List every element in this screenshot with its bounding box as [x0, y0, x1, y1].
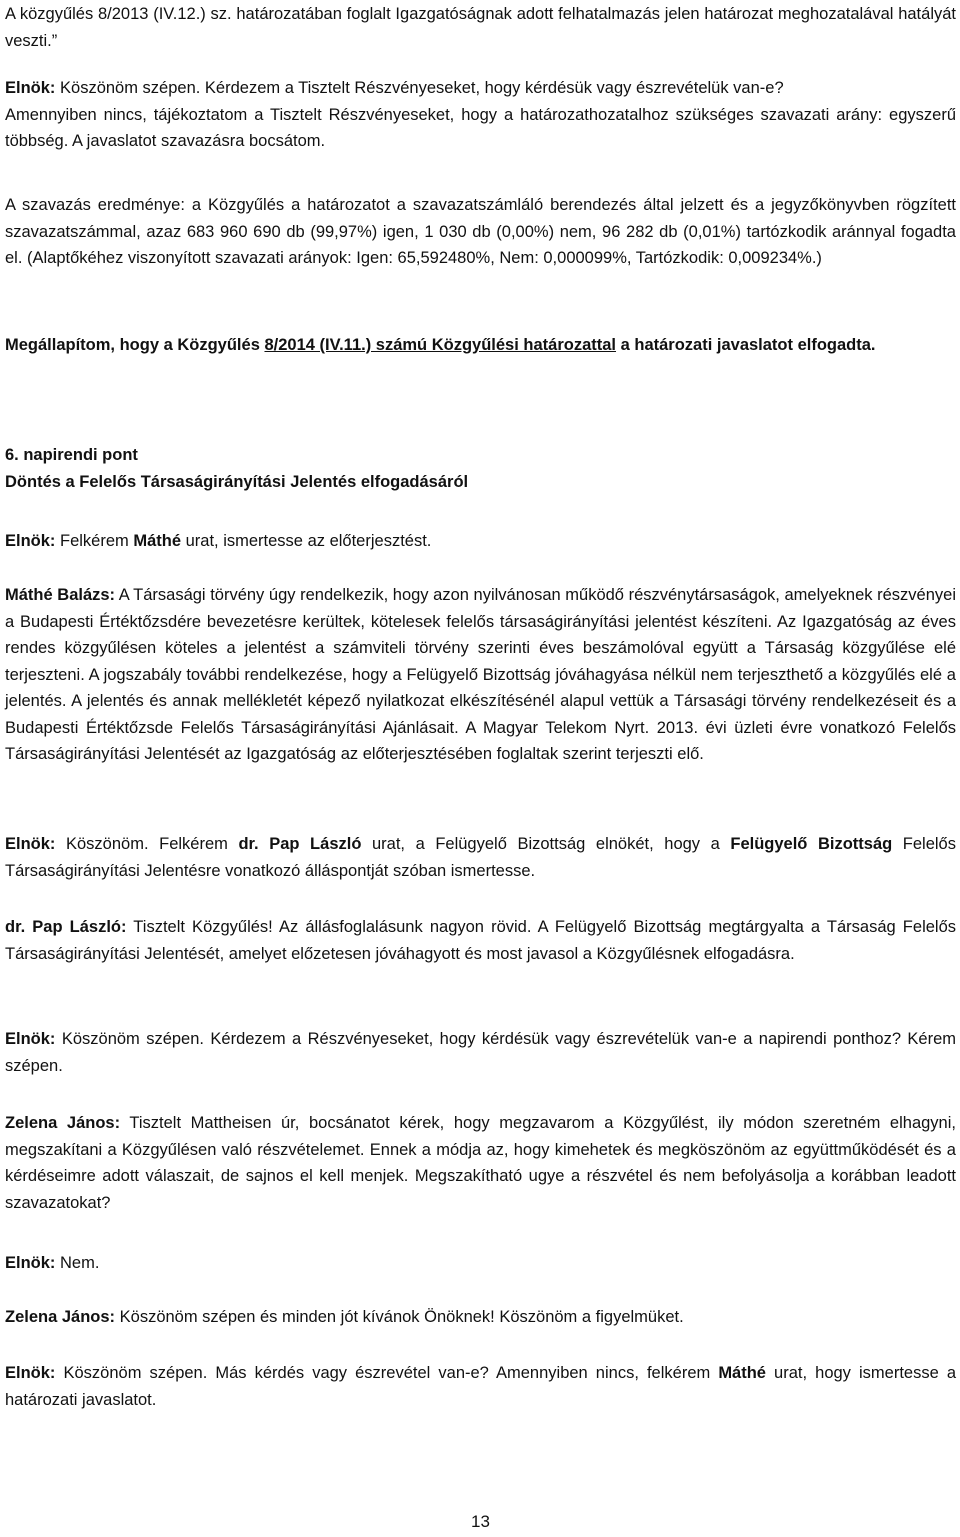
- chair-text-middle: urat, a Felügyelő Bizottság elnökét, hogy a: [361, 835, 731, 853]
- chair-closing-paragraph: [5, 1360, 956, 1413]
- chair-text: Köszönöm. Felkérem: [55, 835, 239, 853]
- chair-text-end: Felelős Társaságirányítási Jelentésre vonatkozó álláspontját szóban ismertesse.: [5, 835, 956, 880]
- speaker-label: Elnök:: [5, 1030, 56, 1048]
- speaker-label: Elnök:: [5, 835, 56, 853]
- chair-question-text: Köszönöm szépen. Kérdezem a Részvényeseket, hogy kérdésük vagy észrevételük van-e a napirendi ponthoz? Kérem szépen.: [5, 1030, 956, 1075]
- person-name: dr. Pap László: [238, 835, 362, 853]
- speaker-label: Zelena János:: [5, 1308, 116, 1326]
- resolution-closing-paragraph: [5, 1, 956, 54]
- document-page: [5, 0, 956, 1537]
- speaker-label: dr. Pap László:: [5, 918, 127, 936]
- speaker-label: Elnök:: [5, 1254, 56, 1272]
- resolution-statement: [5, 332, 956, 359]
- chair-question-text: Köszönöm szépen. Kérdezem a Tisztelt Részvényeseket, hogy kérdésük vagy észrevételük van-e?: [55, 79, 784, 97]
- agenda-title: Döntés a Felelős Társaságirányítási Jelentés elfogadásáról: [5, 472, 469, 491]
- person-name: Máthé: [133, 532, 182, 550]
- page-number: 13: [471, 1512, 490, 1531]
- voting-result-text: A szavazás eredménye: a Közgyűlés a határozatot a szavazatszámláló berendezés által jelzett és a jegyzőkönyvben rögzített szavazatszámmal, azaz 683 960 690 db (99,97%) igen, 1 030 db (0,00%) nem, 96 282 db (0,01%) tartózkodik aránnyal fogadta el. (Alaptőkéhez viszonyított szavazati arányok: Igen: 65,592480%, Nem: 0,000099%, Tartózkodik: 0,009234%.): [5, 196, 956, 267]
- chair-answer-text: Nem.: [55, 1254, 100, 1272]
- chair-invite-text-end: urat, ismertesse az előterjesztést.: [181, 532, 432, 550]
- zelena-farewell-paragraph: [5, 1304, 956, 1331]
- speaker-label: Zelena János:: [5, 1114, 121, 1132]
- chair-invite-supervisory-paragraph: [5, 831, 956, 884]
- speaker-label: Elnök:: [5, 1364, 56, 1382]
- chair-question-paragraph: [5, 75, 956, 155]
- speaker-label: Máthé Balázs:: [5, 586, 116, 604]
- speaker-label: Elnök:: [5, 532, 56, 550]
- resolution-statement-part3: a határozati javaslatot elfogadta.: [616, 336, 876, 354]
- chair-invite-text: Felkérem: [55, 532, 134, 550]
- chair-invite-paragraph: [5, 528, 956, 555]
- chair-closing-text-end: urat, hogy ismertesse a határozati javaslatot.: [5, 1364, 956, 1409]
- resolution-statement-part1: Megállapítom, hogy a Közgyűlés: [5, 336, 265, 354]
- chair-question-paragraph-2: [5, 1026, 956, 1079]
- voting-result-paragraph: [5, 192, 956, 272]
- chair-answer-paragraph: [5, 1250, 956, 1277]
- zelena-farewell-text: Köszönöm szépen és minden jót kívánok Önöknek! Köszönöm a figyelmüket.: [115, 1308, 684, 1326]
- chair-closing-text: Köszönöm szépen. Más kérdés vagy észrevétel van-e? Amennyiben nincs, felkérem: [55, 1364, 719, 1382]
- pap-statement-text: Tisztelt Közgyűlés! Az állásfoglalásunk nagyon rövid. A Felügyelő Bizottság megtárgyalta a Társaság Felelős Társaságirányítási Jelentését, amelyet előzetesen jóváhagyott és most javasol a Közgyűlésnek elfogadásra.: [5, 918, 956, 963]
- person-name: Máthé: [718, 1364, 766, 1382]
- agenda-item-heading: [5, 442, 956, 495]
- zelena-statement-paragraph: [5, 1110, 956, 1216]
- mathe-statement-text: A Társasági törvény úgy rendelkezik, hogy azon nyilvánosan működő részvénytársaságok, amelyeknek részvényei a Budapesti Értéktőzsdére bevezetésre kerültek, kötelesek felelős társaságirányítási jelentést készíteni. Az Igazgatóság az éves rendes közgyűlésen köteles a jelentést a számviteli törvény szerinti éves beszámolóval együtt a Társaság közgyűlése elé terjeszteni. A jogszabály további rendelkezése, hogy a Felügyelő Bizottság jóváhagyása nélkül nem terjeszthető a közgyűlés elé a jelentés. A jelentés és annak mellékletét képező nyilatkozat elkészítésénél alapul vettük a Társasági törvény rendelkezéseit és a Budapesti Értéktőzsde Felelős Társaságirányítási Ajánlásait. A Magyar Telekom Nyrt. 2013. évi üzleti évre vonatkozó Felelős Társaságirányítási Jelentését az Igazgatóság az előterjesztésében foglaltak szerint terjeszti elő.: [5, 586, 957, 763]
- agenda-number: 6. napirendi pont: [5, 446, 138, 464]
- resolution-closing-text: A közgyűlés 8/2013 (IV.12.) sz. határozatában foglalt Igazgatóságnak adott felhatalmazás jelen határozat meghozatalával hatályát veszti.”: [5, 5, 956, 50]
- speaker-label: Elnök:: [5, 79, 56, 97]
- pap-statement-paragraph: [5, 914, 956, 967]
- mathe-statement-paragraph: [5, 582, 956, 768]
- resolution-number: 8/2014 (IV.11.) számú Közgyűlési határozattal: [264, 336, 617, 354]
- chair-question-text-rest: Amennyiben nincs, tájékoztatom a Tisztelt Részvényeseket, hogy a határozathozatalhoz szükséges szavazati arány: egyszerű többség. A javaslatot szavazásra bocsátom.: [5, 105, 956, 150]
- zelena-statement-text: Tisztelt Mattheisen úr, bocsánatot kérek, hogy megzavarom a Közgyűlést, ily módon szeretném elhagyni, megszakítani a Közgyűlésen való részvételemet. Ennek a módja az, hogy kimehetek és megköszönöm az együttműködését és a kérdéseimre adott válaszait, de sajnos el kell menjek. Megszakítható ugye a részvétel és nem befolyásolja a korábban leadott szavazatokat?: [5, 1114, 956, 1212]
- body-name: Felügyelő Bizottság: [730, 835, 893, 853]
